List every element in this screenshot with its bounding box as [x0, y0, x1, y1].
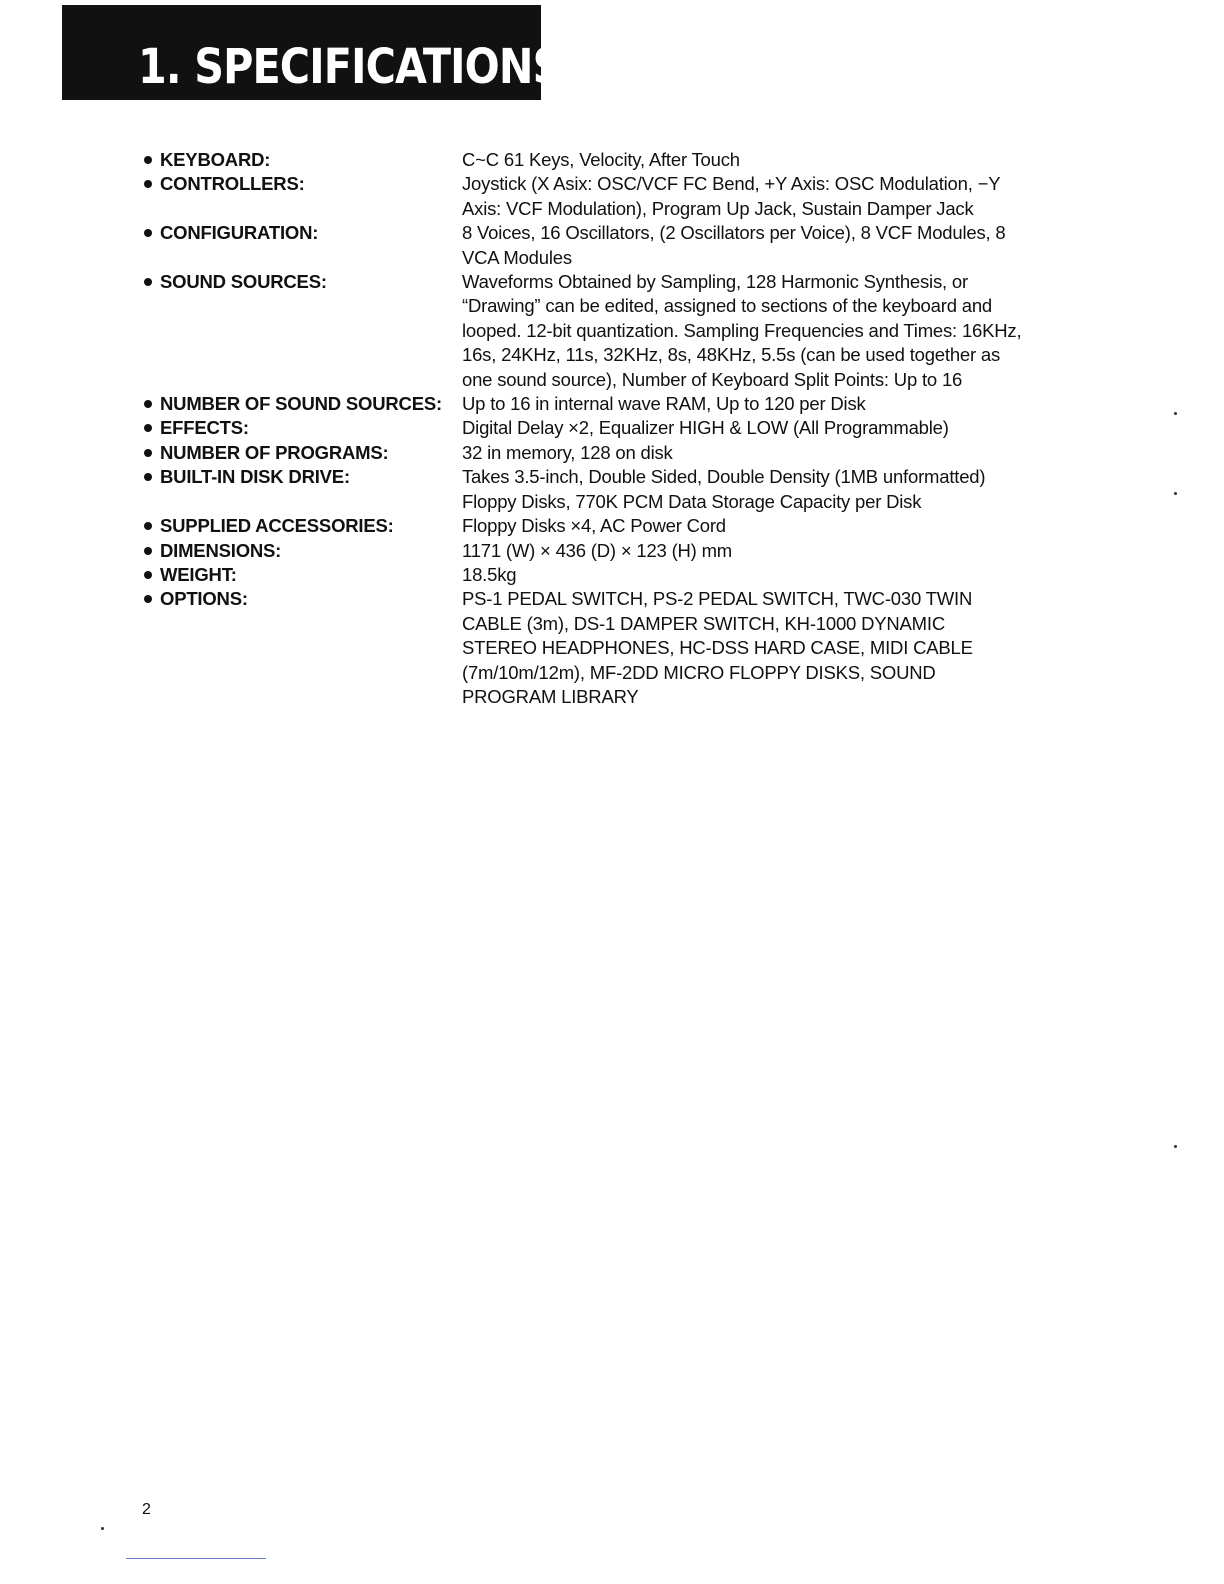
spec-label-sound-sources: SOUND SOURCES:: [160, 271, 327, 293]
bullet-icon: [144, 400, 152, 408]
spec-value-dimensions: 1171 (W) × 436 (D) × 123 (H) mm: [462, 539, 733, 561]
bullet-icon: [144, 278, 152, 286]
spec-value-keyboard: C~C 61 Keys, Velocity, After Touch: [462, 149, 740, 170]
spec-row-configuration: [140, 221, 1040, 270]
spec-row-weight: [140, 563, 1040, 587]
bullet-icon: [144, 547, 152, 555]
spec-label-supplied-accessories: SUPPLIED ACCESSORIES:: [160, 515, 394, 537]
scan-speck: [101, 1527, 104, 1530]
spec-row-keyboard: [140, 148, 1040, 172]
spec-row-effects: [140, 416, 1040, 440]
scan-speck: [1174, 1145, 1177, 1148]
bullet-icon: [144, 229, 152, 237]
spec-label-weight: WEIGHT:: [160, 563, 237, 585]
spec-label-effects: EFFECTS:: [160, 417, 249, 439]
scan-speck: [1174, 492, 1177, 495]
bullet-icon: [144, 424, 152, 432]
spec-value-number-of-programs: 32 in memory, 128 on disk: [462, 441, 673, 463]
spec-label-dimensions: DIMENSIONS:: [160, 539, 282, 561]
spec-label-configuration: CONFIGURATION:: [160, 222, 319, 244]
spec-list: [140, 148, 1040, 709]
spec-row-supplied-accessories: [140, 514, 1040, 538]
spec-label-number-of-sound-sources: NUMBER OF SOUND SOURCES:: [160, 393, 442, 415]
bullet-icon: [144, 473, 152, 481]
bottom-rule: [126, 1558, 266, 1559]
spec-value-options: PS-1 PEDAL SWITCH, PS-2 PEDAL SWITCH, TWC-030 TWIN CABLE (3m), DS-1 DAMPER SWITCH, KH-1000 DYNAMIC STEREO HEADPHONES, HC-DSS HARD CASE, MIDI CABLE (7m/10m/12m), MF-2DD MICRO FLOPPY DISKS, SOUND PROGRAM LIBRARY: [462, 588, 973, 707]
spec-value-sound-sources: Waveforms Obtained by Sampling, 128 Harmonic Synthesis, or “Drawing” can be edited, assigned to sections of the keyboard and looped. 12-bit quantization. Sampling Frequencies and Times: 16KHz, 16s, 24KHz, 11s, 32KHz, 8s, 48KHz, 5.5s (can be used together as one sound source), Number of Keyboard Split Points: Up to 16: [462, 271, 1022, 390]
bullet-icon: [144, 522, 152, 530]
spec-row-sound-sources: [140, 270, 1040, 392]
page-number: 2: [142, 1501, 151, 1518]
spec-value-built-in-disk-drive: Takes 3.5-inch, Double Sided, Double Density (1MB unformatted) Floppy Disks, 770K PCM Data Storage Capacity per Disk: [462, 466, 986, 512]
spec-row-dimensions: [140, 539, 1040, 563]
spec-label-controllers: CONTROLLERS:: [160, 173, 305, 195]
scan-speck: [1174, 412, 1177, 415]
spec-row-options: [140, 587, 1040, 709]
bullet-icon: [144, 571, 152, 579]
spec-row-number-of-sound-sources: [140, 392, 1040, 416]
spec-value-number-of-sound-sources: Up to 16 in internal wave RAM, Up to 120 per Disk: [462, 393, 866, 415]
spec-label-number-of-programs: NUMBER OF PROGRAMS:: [160, 441, 389, 463]
spec-value-effects: Digital Delay ×2, Equalizer HIGH & LOW (All Programmable): [462, 417, 949, 439]
bullet-icon: [144, 449, 152, 457]
spec-row-number-of-programs: [140, 441, 1040, 465]
section-title-bar: [62, 5, 562, 100]
bullet-icon: [144, 595, 152, 603]
bullet-icon: [144, 156, 152, 164]
spec-value-weight: 18.5kg: [462, 563, 517, 585]
spec-label-options: OPTIONS:: [160, 588, 248, 610]
spec-row-built-in-disk-drive: [140, 465, 1040, 514]
spec-label-keyboard: KEYBOARD:: [160, 149, 271, 170]
spec-row-controllers: [140, 172, 1040, 221]
spec-value-controllers: Joystick (X Asix: OSC/VCF FC Bend, +Y Axis: OSC Modulation, −Y Axis: VCF Modulation), Program Up Jack, Sustain Damper Jack: [462, 173, 1001, 219]
bullet-icon: [144, 180, 152, 188]
spec-value-configuration: 8 Voices, 16 Oscillators, (2 Oscillators per Voice), 8 VCF Modules, 8 VCA Modules: [462, 222, 1006, 268]
spec-value-supplied-accessories: Floppy Disks ×4, AC Power Cord: [462, 515, 726, 537]
spec-label-built-in-disk-drive: BUILT-IN DISK DRIVE:: [160, 466, 350, 488]
page-title: 1. SPECIFICATIONS: [138, 39, 562, 95]
